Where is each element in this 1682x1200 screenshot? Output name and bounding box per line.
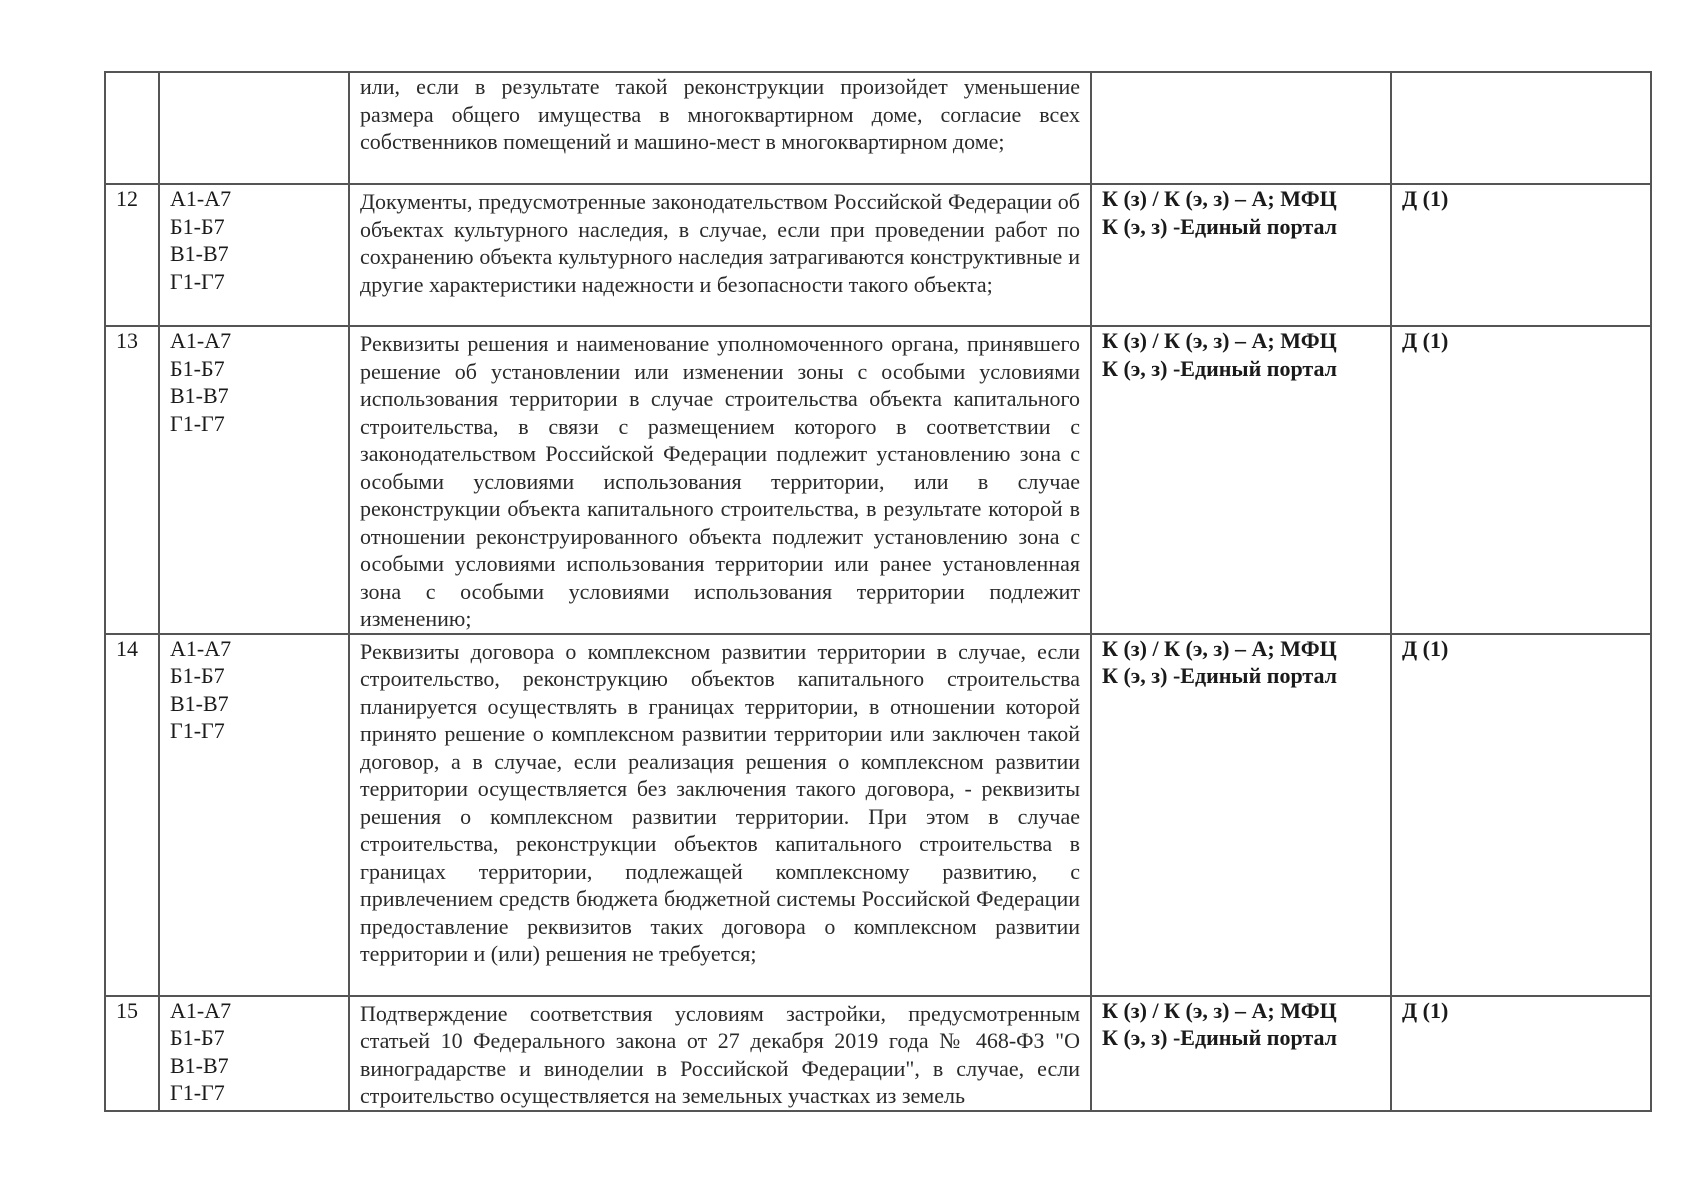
submission-method: К (з) / К (э, з) – А; МФЦ К (э, з) -Единый портал xyxy=(1091,634,1391,996)
document-description: или, если в результате такой реконструкции произойдет уменьшение размера общего имущества в многоквартирном доме, согласие всех собственников помещений и машино-мест в многоквартирном доме; xyxy=(349,72,1091,184)
row-number: 14 xyxy=(105,634,159,996)
table-row xyxy=(105,184,1651,326)
code-item xyxy=(170,128,338,156)
code-item: Г1-Г7 xyxy=(170,718,225,743)
submission-method: К (з) / К (э, з) – А; МФЦ К (э, з) -Единый портал xyxy=(1091,184,1391,326)
applicant-codes xyxy=(159,72,349,184)
document-description: Реквизиты решения и наименование уполномоченного органа, принявшего решение об установлении или изменении зоны с особыми условиями использования территории в случае строительства объекта капитального строительства, в связи с размещением которого в соответствии с законодательством Российской Федерации подлежит установлению зона с особыми условиями использования территории, или в случае реконструкции объекта капитального строительства, в результате которой в отношении реконструированного объекта подлежит установлению зона с особыми условиями использования территории или ранее установленная зона с особыми условиями использования территории подлежит изменению; xyxy=(349,326,1091,634)
code-item: В1-В7 xyxy=(170,690,229,716)
applicant-codes xyxy=(159,634,349,996)
document-description: Подтверждение соответствия условиям застройки, предусмотренным статьей 10 Федерального закона от 27 декабря 2019 года № 468-ФЗ "О виноградарстве и виноделии в Российской Федерации", в случае, если строительство осуществляется на земельных участках из земель xyxy=(349,996,1091,1111)
submission-method: К (з) / К (э, з) – А; МФЦ К (э, з) -Единый портал xyxy=(1091,996,1391,1111)
document-type xyxy=(1391,72,1651,184)
row-number: 12 xyxy=(105,184,159,326)
code-item: В1-В7 xyxy=(170,383,229,408)
row-number: 15 xyxy=(105,996,159,1111)
document-type: Д (1) xyxy=(1391,996,1651,1111)
code-item: А1-А7 xyxy=(170,186,232,211)
code-item: Б1-Б7 xyxy=(170,355,225,381)
applicant-codes xyxy=(159,326,349,634)
code-item: В1-В7 xyxy=(170,241,229,266)
document-type: Д (1) xyxy=(1391,184,1651,326)
document-description: Документы, предусмотренные законодательством Российской Федерации об объектах культурного наследия, в случае, если при проведении работ по сохранению объекта культурного наследия затрагиваются конструктивные и другие характеристики надежности и безопасности такого объекта; xyxy=(349,184,1091,326)
table-row xyxy=(105,996,1651,1111)
code-item: А1-А7 xyxy=(170,635,232,661)
code-item: Г1-Г7 xyxy=(170,1080,225,1105)
code-item: А1-А7 xyxy=(170,328,232,353)
code-item: Г1-Г7 xyxy=(170,268,225,294)
code-item xyxy=(170,73,338,101)
applicant-codes xyxy=(159,184,349,326)
requirements-table xyxy=(104,71,1652,1112)
table-row xyxy=(105,634,1651,996)
code-item: Б1-Б7 xyxy=(170,663,225,688)
code-item: А1-А7 xyxy=(170,997,232,1023)
code-item: Г1-Г7 xyxy=(170,410,225,436)
code-item: Б1-Б7 xyxy=(170,1025,225,1050)
code-item: В1-В7 xyxy=(170,1052,229,1078)
code-item xyxy=(170,156,338,184)
row-number xyxy=(105,72,159,184)
row-number: 13 xyxy=(105,326,159,634)
document-type: Д (1) xyxy=(1391,634,1651,996)
table-row xyxy=(105,326,1651,634)
applicant-codes xyxy=(159,996,349,1111)
submission-method xyxy=(1091,72,1391,184)
code-item xyxy=(170,101,338,129)
document-type: Д (1) xyxy=(1391,326,1651,634)
document-description: Реквизиты договора о комплексном развитии территории в случае, если строительство, реконструкцию объектов капитального строительства планируется осуществлять в границах территории, в отношении которой принято решение о комплексном развитии территории или заключен такой договор, а в случае, если реализация решения о комплексном развитии территории осуществляется без заключения такого договора, - реквизиты решения о комплексном развитии территории. При этом в случае строительства, реконструкции объектов капитального строительства в границах территории, подлежащей комплексному развитию, с привлечением средств бюджета бюджетной системы Российской Федерации предоставление реквизитов таких договора о комплексном развитии территории и (или) решения не требуется; xyxy=(349,634,1091,996)
submission-method: К (з) / К (э, з) – А; МФЦ К (э, з) -Единый портал xyxy=(1091,326,1391,634)
code-item: Б1-Б7 xyxy=(170,213,225,239)
table-row xyxy=(105,72,1651,184)
